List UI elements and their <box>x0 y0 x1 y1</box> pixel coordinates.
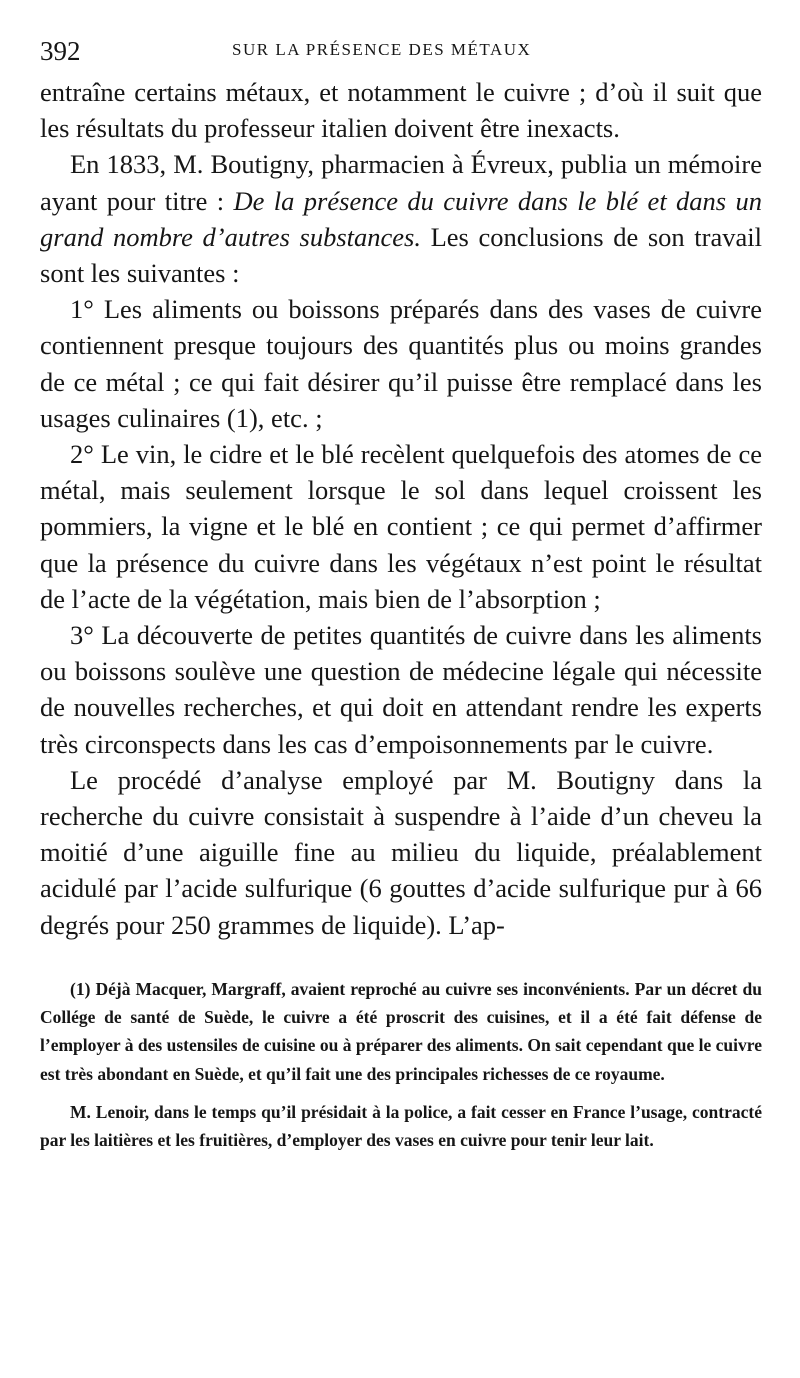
paragraph-text: Les conclusions de son travail sont les suivantes : <box>40 221 762 289</box>
paragraph-text: En 1833, M. Boutigny, pharmacien à Évreux, publia un mémoire ayant pour titre : <box>40 149 762 216</box>
paragraph <box>40 146 762 291</box>
paragraph: 2° Le vin, le cidre et le blé recèlent quelquefois des atomes de ce métal, mais seulement lorsque le sol dans lequel croissent les pommiers, la vigne et le blé en contient ; ce qui permet d’affirmer que la présence du cuivre dans les végétaux n’est point le résultat de l’acte de la végétation, mais bien de l’absorption ; <box>40 439 762 614</box>
footnote: M. Lenoir, dans le temps qu’il présidait à la police, a fait cesser en France l’usage, contracté par les laitières et les fruitières, d’employer des vases en cuivre pour tenir leur lait. <box>40 1102 762 1151</box>
paragraph: 3° La découverte de petites quantités de cuivre dans les aliments ou boissons soulève une question de médecine légale qui nécessite de nouvelles recherches, et qui doit en attendant rendre les experts très circonspects dans les cas d’empoisonnements par le cuivre. <box>40 620 762 759</box>
paragraph: Le procédé d’analyse employé par M. Boutigny dans la recherche du cuivre consistait à suspendre à l’aide d’un cheveu la moitié d’une aiguille fine au milieu du liquide, préalablement acidulé par l’acide sulfurique (6 gouttes d’acide sulfurique pur à 66 degrés pour 250 grammes de liquide). L’ap- <box>40 764 762 940</box>
running-head: SUR LA PRÉSENCE DES MÉTAUX <box>232 40 532 59</box>
page-number: 392 <box>40 36 81 66</box>
footnote: (1) Déjà Macquer, Margraff, avaient reproché au cuivre ses inconvénients. Par un décret du Collége de santé de Suède, le cuivre a été proscrit des cuisines, et il a été fait défense de l’employer à des ustensiles de cuisine ou à préparer des aliments. On sait cependant que le cuivre est très abondant en Suède, et qu’il fait une des principales richesses de ce royaume. <box>40 978 762 1084</box>
paragraph: 1° Les aliments ou boissons préparés dans des vases de cuivre contiennent presque toujours des quantités plus ou moins grandes de ce métal ; ce qui fait désirer qu’il puisse être remplacé dans les usages culinaires (1), etc. ; <box>40 294 762 433</box>
book-page <box>40 30 762 1155</box>
paragraph: entraîne certains métaux, et notamment le cuivre ; d’où il suit que les résultats du professeur italien doivent être inexacts. <box>40 77 762 144</box>
body-text <box>40 74 762 943</box>
page-header <box>40 30 762 74</box>
memoir-title: De la présence du cuivre dans le blé et dans un grand nombre d’autres substances. <box>40 185 762 252</box>
footnotes <box>40 975 762 1155</box>
